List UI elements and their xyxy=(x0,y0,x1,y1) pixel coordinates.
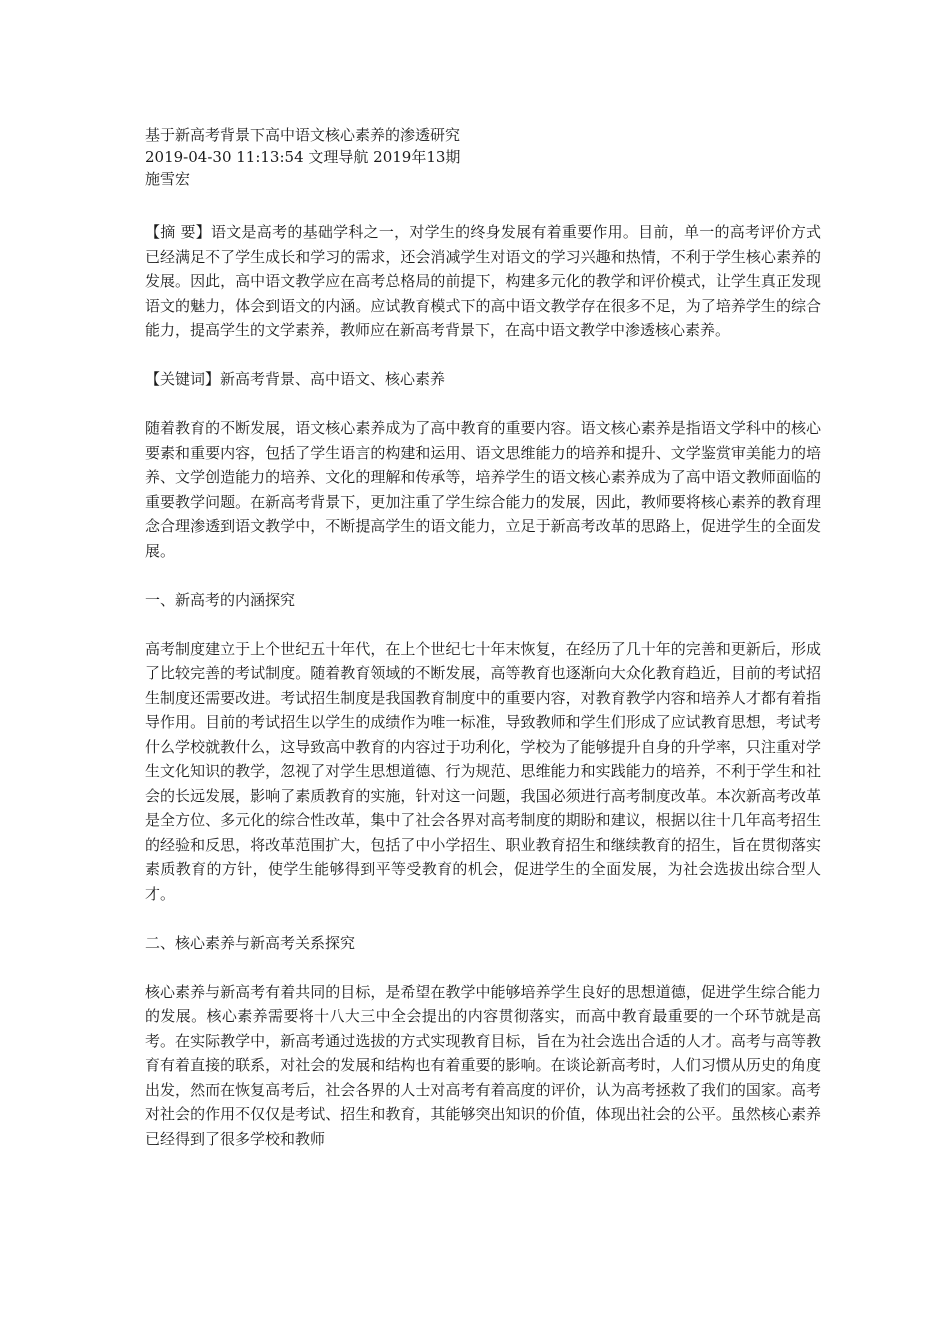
article-meta: 2019-04-30 11:13:54 文理导航 2019年13期 xyxy=(145,148,461,166)
article-author: 施雪宏 xyxy=(145,170,191,188)
section1-paragraph: 高考制度建立于上个世纪五十年代，在上个世纪七十年末恢复，在经历了几十年的完善和更新后，形成了比较完善的考试制度。随着教育领域的不断发展，高等教育也逐渐向大众化教育趋近，目前的考试招生制度还需要改进。考试招生制度是我国教育制度中的重要内容，对教育教学内容和培养人才都有着指导作用。目前的考试招生以学生的成绩作为唯一标准，导致教师和学生们形成了应试教育思想，考试考什么学校就教什么，这导致高中教育的内容过于功利化，学校为了能够提升自身的升学率，只注重对学生文化知识的教学，忽视了对学生思想道德、行为规范、思维能力和实践能力的培养，不利于学生和社会的长远发展，影响了素质教育的实施，针对这一问题，我国必须进行高考制度改革。本次新高考改革是全方位、多元化的综合性改革，集中了社会各界对高考制度的期盼和建议，根据以往十几年高考招生的经验和反思，将改革范围扩大，包括了中小学招生、职业教育招生和继续教育的招生，旨在贯彻落实素质教育的方针，使学生能够得到平等受教育的机会，促进学生的全面发展，为社会选拔出综合型人才。 xyxy=(145,639,821,903)
abstract-paragraph: 【摘 要】语文是高考的基础学科之一，对学生的终身发展有着重要作用。目前，单一的高考评价方式已经满足不了学生成长和学习的需求，还会消减学生对语文的学习兴趣和热情，不利于学生核心素养的发展。因此，高中语文教学应在高考总格局的前提下，构建多元化的教学和评价模式，让学生真正发现语文的魅力，体会到语文的内涵。应试教育模式下的高中语文教学存在很多不足，为了培养学生的综合能力，提高学生的文学素养，教师应在新高考背景下，在高中语文教学中渗透核心素养。 xyxy=(145,223,821,339)
intro-paragraph: 随着教育的不断发展，语文核心素养成为了高中教育的重要内容。语文核心素养是指语文学科中的核心要素和重要内容，包括了学生语言的构建和运用、语文思维能力的培养和提升、文学鉴赏审美能力的培养、文学创造能力的培养、文化的理解和传承等，培养学生的语文核心素养成为了高中语文教师面临的重要教学问题。在新高考背景下，更加注重了学生综合能力的发展，因此，教师要将核心素养的教育理念合理渗透到语文教学中，不断提高学生的语文能力，立足于新高考改革的思路上，促进学生的全面发展。 xyxy=(145,419,821,560)
section2-paragraph: 核心素养与新高考有着共同的目标，是希望在教学中能够培养学生良好的思想道德，促进学生综合能力的发展。核心素养需要将十八大三中全会提出的内容贯彻落实，而高中教育最重要的一个环节就是高考。在实际教学中，新高考通过选拔的方式实现教育目标，旨在为社会选出合适的人才。高考与高等教育有着直接的联系，对社会的发展和结构也有着重要的影响。在谈论新高考时，人们习惯从历史的角度出发，然而在恢复高考后，社会各界的人士对高考有着高度的评价，认为高考拯救了我们的国家。高考对社会的作用不仅仅是考试、招生和教育，其能够突出知识的价值，体现出社会的公平。虽然核心素养已经得到了很多学校和教师 xyxy=(145,982,821,1148)
article-title: 基于新高考背景下高中语文核心素养的渗透研究 xyxy=(145,126,461,144)
keywords-line: 【关键词】新高考背景、高中语文、核心素养 xyxy=(145,370,446,388)
section1-heading: 一、新高考的内涵探究 xyxy=(145,590,296,609)
section2-heading: 二、核心素养与新高考关系探究 xyxy=(145,933,356,952)
document-page xyxy=(145,124,821,1151)
